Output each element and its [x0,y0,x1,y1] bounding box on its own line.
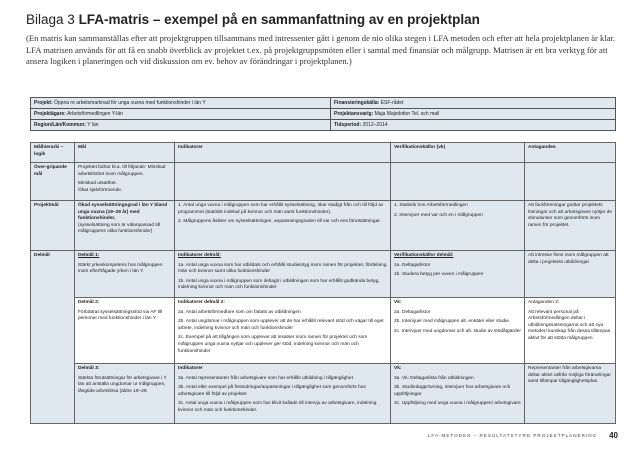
goal-text: Minskad utsatthet. [78,181,117,187]
info-label: Projektägare: [34,111,66,117]
intro-paragraph: (En matris kan sammanställas efter att projektgruppen tillsammans med intressenter gått i genom de nio olika stegen i LFA metoden och efter att hela projektplanen är klar. LFA matrisen används för att få en snabb överblick av projektet t.ex. på projektgruppsmöten eller i samtal med finansiär och målgrupp. Matrisen är ett bra verktyg för att ansera logiken i planeringen och vid diskussion om ev. behov av förändringar i projektplanen.) [26,33,616,67]
info-label: Finansieringskälla: [334,100,380,106]
verification-text: 2b. Intervjuer med målgruppen alt. enkäter eller studie. [394,319,511,325]
page-title [26,12,480,27]
table-row [31,363,616,423]
verification-title: Verifikationskällor delmål: [394,253,454,258]
assumption-cell: Att fackföreningar godtar projektets lösningar och att arbetsgivare nyttjar de stimulanser som genomförts inom ramen för projektet. [525,201,616,251]
indicator-text: 3a. Antal representanter från arbetsgivare som har erhållit utbildning i tillgänglighet [178,375,353,381]
goal-cell [75,251,175,298]
goal-text: Stärkta förutsättningar för arbetsgivare i Y län att anställa ungdomar ur målgruppen, långtids-arbetslösa (äldre 19–29. [78,375,167,394]
level-cell: Projektmål [31,201,75,251]
verification-text: 2. Intervjuer med var och en i målgruppen [394,212,483,218]
verification-cell [391,297,525,363]
verification-text: 2a. Deltagarlistor [394,309,431,315]
info-label: Region/Län/Kommun: [34,122,86,128]
info-row [31,109,616,120]
info-cell [31,98,331,109]
verification-text: 1. Statistik hos Arbetsförmedlingen [394,203,468,208]
appendix-label: Bilaga 3 [26,12,75,27]
indicator-cell [175,251,391,298]
indicator-cell [175,297,391,363]
info-cell [31,120,331,131]
indicator-cell [175,363,391,423]
info-label: Projekt: [34,100,53,106]
table-row [31,201,616,251]
indicator-text: 2a. Antal arbetsförmedlare som om fattats av utbildningen [178,309,301,315]
goal-cell [75,363,175,423]
header-indicators: Indikatorer [175,143,391,163]
indicator-text: 1b. Antal unga vuxna i målgruppen som deltagit i utbildningen som har erhållit godkända betyg, indelning kvinnor och män och funktionshinder [178,278,380,291]
assumption-cell [525,297,616,363]
goal-cell [75,297,175,363]
assumption-cell: Representanter från arbetsgivarna deltar aktivt utifrån möjliga förändringar samt tillämpar tillgänglighetsplan. [525,363,616,423]
indicator-text: 3b. Antal eller exempel på förändringar/anpassningar i tillgänglighet som genomförts hos arbetsgivare till följd av projektet [178,385,366,397]
assumption-cell: Att intresse finns inom målgruppen att delta i projektets utbildningar [525,251,616,298]
info-cell [331,98,616,109]
lfa-matrix-table [30,142,616,424]
goal-text: Förbättrat sysselsättningsstöd via AF till personer med funktionshinder i län Y [78,309,163,322]
info-label: Tidsperiod: [334,122,362,128]
indicator-text: 1. Antal unga vuxna i målgruppen som har erhållit sysselsättning, ökar stadigt från och till följd av programmet (statistik indelad på kvinnor och män samt funktionshinder). [178,203,384,215]
verification-text: 1a. Deltagarlistor [394,262,431,268]
table-row [31,297,616,363]
indicator-cell [175,163,391,201]
goal-text: Ökat självförtroende. [78,187,123,193]
info-row [31,120,616,131]
goal-title: Delmål 1: [78,253,100,258]
page-footer [428,431,618,440]
assumption-text: Att relevant personal på Arbetsförmedlingen deltar i utbildningssatsningarna och att nya metoder/ kunskap från dessa tillämpas aktivt för att stötta målgruppen. [528,309,611,341]
info-cell [31,109,331,120]
indicator-text: 3c. Antal unga vuxna i målgruppen som har blivit kallade till intervju av arbetsgivare, indelning kvinnor och män och funktionshinder. [178,401,377,413]
header-level: Målhierarki – logik [31,143,75,163]
project-info-table [30,97,616,131]
indicator-text: 2. Målgruppens åsikter om sysselsättningen, anpassningsgraden till var och ens förutsättningar. [178,219,381,225]
page-heading: LFA-matris – exempel på en sammanfattning av en projektplan [78,12,480,27]
header-assumptions: Antaganden [525,143,616,163]
indicator-text: 2b. Antal ungdomar i målgruppen som upplever att de har erhållit relevant stöd och vägar till eget arbete, indelning kvinnor och män och funktionshinder [178,319,384,331]
goal-title: Delmål 2: [78,299,100,305]
table-row [31,251,616,298]
verification-text: 3c. Uppföljning med unga vuxna i målgruppen/ arbetsgivare [394,401,521,407]
header-verification: Verifikationskällor (vk) [391,143,525,163]
goal-text: (sysselsättning som är välanpassad till målgruppens olika funktionshinder) [78,222,160,235]
verification-cell [391,251,525,298]
verification-cell [391,363,525,423]
assumption-cell [525,163,616,201]
level-cell: Delmål [31,251,75,424]
info-value: Öppna re arbetsmarknad för unga vuxna med funktionshinder i län Y [54,100,206,106]
indicator-title: Indikatorer delmål: [178,253,221,258]
goal-text: Ökad sysselsättningsgrad i län Y bland unga vuxna (19–29 år) med funktionshinder, [78,203,168,222]
verification-title: Vk: [394,365,402,371]
header-goal: Mål [75,143,175,163]
footer-text: LFA-METODEN – RESULTATSTYRD PROJEKTPLANERING [427,433,598,438]
table-row [31,163,616,201]
page-number: 40 [609,431,618,440]
goal-text: Stärkt yrkeskompetens hos målgruppen inom efterfrågade yrken i län Y. [78,262,163,275]
info-value: 2012–2014 [362,122,388,128]
indicator-title: Indikatorer [178,365,203,371]
indicator-text: 1a. Antal unga vuxna som har utbildats och erhållit studieintyg inom ramen för projektet, fördelning män och kvinnor samt olika funktionshinder [178,262,387,275]
info-cell [331,109,616,120]
info-value: ESF-rådet [380,100,404,106]
verification-text: 3b. Studiedagprövning, intervjuer hos arbetsgivare och uppföljningar [394,385,511,397]
level-cell: Över-gripande mål [31,163,75,201]
goal-title: Delmål 3: [78,365,100,371]
info-label: Projektansvarig: [334,111,374,117]
verification-cell [391,163,525,201]
assumption-title: Antaganden 2: [528,299,560,305]
indicator-cell [175,201,391,251]
matrix-header-row [31,143,616,163]
goal-text: Projektet bidrar bl.a. till följande: Minskad arbetslöshet inom målgruppen. [78,165,166,177]
verification-text: 3a. Vk: Deltagarlista från utbildningen [394,375,474,381]
info-value: Arbetsförmedlingen Y-län [67,111,123,117]
info-row [31,98,616,109]
indicator-title: Indikatorer delmål 2: [178,299,225,305]
verification-title: Vk: [394,299,402,305]
verification-text: 2c. Intervjuer med ungdomar och alt. studie av stödåtgärder [394,328,521,334]
goal-cell [75,201,175,251]
info-cell [331,120,616,131]
info-value: Maja Majsdotter Tel. och mail [374,111,440,117]
verification-cell [391,201,525,251]
goal-cell [75,163,175,201]
info-value: Y län [87,122,99,128]
indicator-text: 2c. Exempel på att tillgången som upplever att insatser inom ramen för projektet och som målgruppen unga vuxna nyttjar och upplever ger stöd, indelning kvinnor och män och funktionshinder [178,335,368,354]
verification-text: 1b. Studera betyg per vuxen i målgruppen [394,272,484,278]
